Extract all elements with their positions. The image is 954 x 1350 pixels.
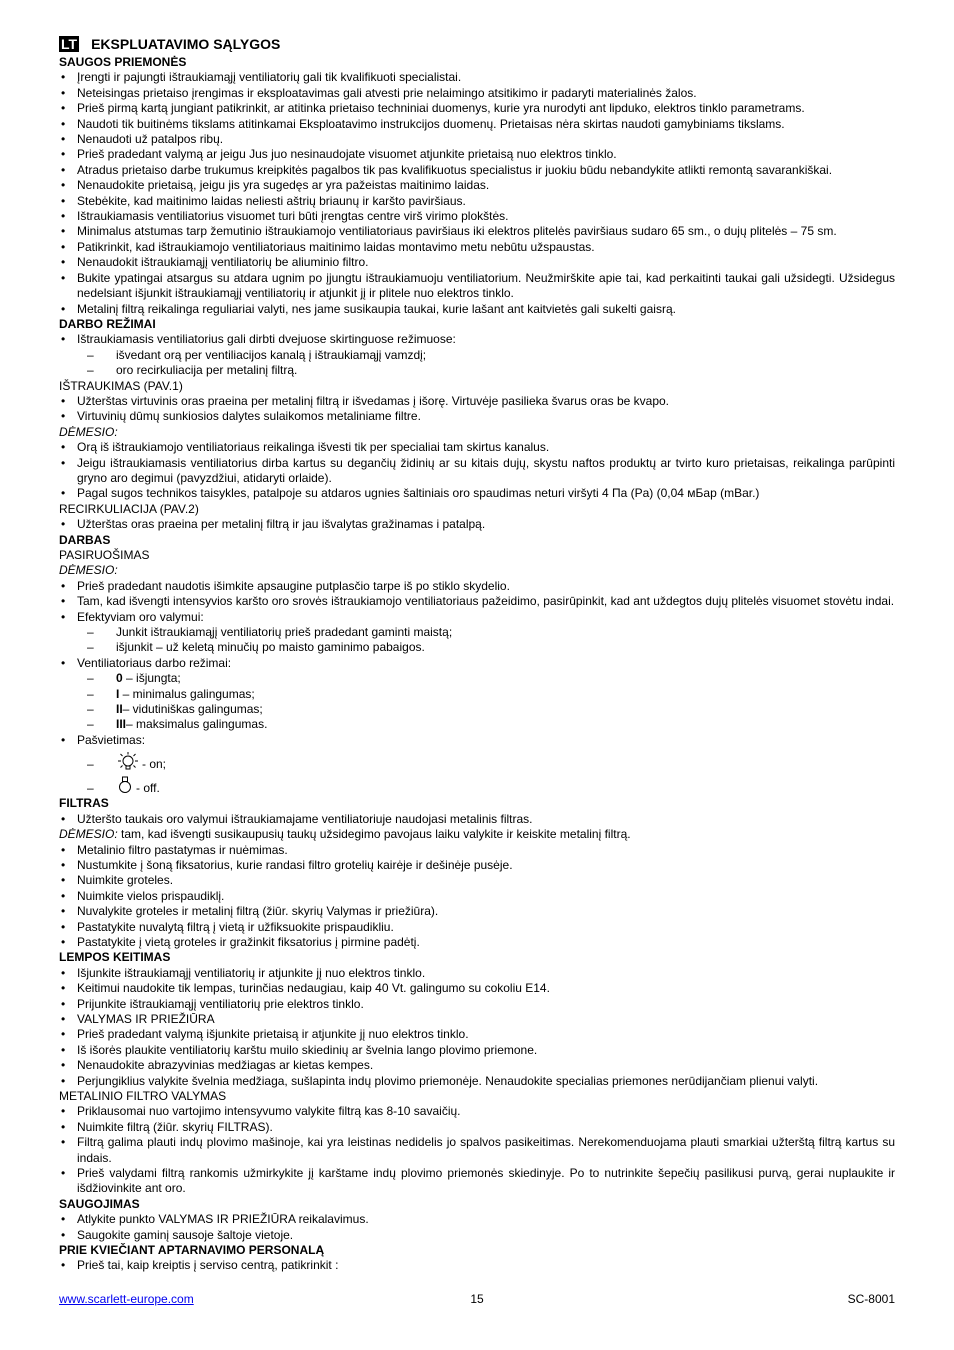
bulb-off-icon (116, 776, 134, 796)
service-heading: PRIE KVIEČIANT APTARNAVIMO PERSONALĄ (59, 1243, 325, 1258)
storage-heading: SAUGOJIMAS (59, 1196, 140, 1211)
sub-item: – Junkit ištraukiamąjį ventiliatorių prieš pradedant gaminti maistą; (59, 625, 895, 640)
modes-heading: DARBO REŽIMAI (59, 316, 156, 331)
fan-modes-list (59, 656, 895, 671)
speed-code: II (116, 702, 123, 717)
website-link[interactable]: www.scarlett-europe.com (59, 1292, 194, 1306)
list-item: • Pastatykite nuvalytą filtrą į vietą ir užfiksuokite prispaudikliu. (59, 920, 895, 935)
speed-text: – išjungta; (122, 671, 181, 686)
list-item: • Ištraukiamasis ventiliatorius gali dirbti dvejuose skirtinguose režimuose: (59, 332, 895, 347)
list-item: • Priklausomai nuo vartojimo intensyvumo valykite filtrą kas 8-10 savaičių. (59, 1104, 895, 1119)
speed-mode-item (59, 717, 895, 732)
list-item: • Išjunkite ištraukiamąjį ventiliatorių ir atjunkite jį nuo elektros tinklo. (59, 966, 895, 981)
metal-filter-heading: METALINIO FILTRO VALYMAS (59, 1089, 227, 1103)
sub-item: – išjunkit – už keletą minučių po maisto gaminimo pabaigos. (59, 640, 895, 655)
speed-code: 0 (116, 671, 123, 686)
effective-sub-list (59, 625, 895, 656)
list-item: • Nustumkite į šoną fiksatorius, kurie randasi filtro grotelių kairėje ir dešinėje pusėje. (59, 858, 895, 873)
modes-list (59, 332, 895, 347)
speed-mode-item (59, 671, 895, 686)
list-item: • Perjungiklius valykite švelnia medžiaga, sušlapinta indų plovimo priemonėje. Nenaudokite specialias priemones nerūdijančiam plienui valyti. (59, 1074, 895, 1089)
speed-mode-item (59, 702, 895, 717)
list-item: • Atlykite punkto VALYMAS IR PRIEŽIŪRA reikalavimus. (59, 1212, 895, 1227)
language-badge: LT (61, 36, 78, 52)
page-number: 15 (470, 1292, 484, 1306)
extraction-list (59, 394, 895, 425)
list-item: • Nuimkite vielos prispaudiklį. (59, 889, 895, 904)
service-list (59, 1258, 895, 1273)
title-row (59, 36, 895, 52)
filter-list (59, 843, 895, 951)
list-item: • Saugokite gaminį sausoje šaltoje vietoje. (59, 1228, 895, 1243)
document-page (59, 36, 895, 1274)
recirculation-heading: RECIRKULIACIJA (PAV.2) (59, 501, 199, 516)
list-item: • Užterštas oras praeina per metalinį filtrą ir jau išvalytas gražinamas i patalpą. (59, 517, 895, 532)
extraction-heading: IŠTRAUKIMAS (PAV.1) (59, 378, 183, 393)
modes-sub-list (59, 348, 895, 379)
list-item: • Prieš pirmą kartą jungiant patikrinkit, ar atitinka prietaiso techniniai duomenys, kurie yra nurodyti ant lipduko, elektros tinklo parametrams. (59, 101, 895, 116)
metal-filter-list (59, 1104, 895, 1196)
attention-label: DĖMESIO: (59, 563, 118, 578)
list-item: • Bukite ypatingai atsargus su atdara ugnim po įjungtu ištraukiamuoju ventiliatorium. Neužmirškite apie tai, kad perkaitinti taukai gali užsidegti. Užsidegus nedelsiant išjunkit ištraukiamąjį ventiliatorių ir atjunkit jį ir plitele nuo elektros tinklo. (59, 271, 895, 302)
storage-list (59, 1212, 895, 1243)
list-item: • Nenaudoti už patalpos ribų. (59, 132, 895, 147)
bulb-on-icon (116, 752, 140, 772)
list-item: • Prieš pradedant naudotis išimkite apsaugine putplasčio tarpe iš po stiklo skydelio. (59, 579, 895, 594)
list-item: • Prieš tai, kaip kreiptis į serviso centrą, patikrinkit : (59, 1258, 895, 1273)
list-item: • Naudoti tik buitinėms tikslams atitinkamai Eksploatavimo instrukcijos duomenų. Prietaisas nėra skirtas naudoti gamybiniams tikslams. (59, 117, 895, 132)
list-item: • Iš išorės plaukite ventiliatorių karštu muilo skiedinių ar švelnia lango plovimo priemone. (59, 1043, 895, 1058)
list-item: • Virtuvinių dūmų sunkiosios dalytes sulaikomos metaliniame filtre. (59, 409, 895, 424)
list-item: • Užteršto taukais oro valymui ištraukiamajame ventiliatoriuje naudojasi metalinis filtras. (59, 812, 895, 827)
attention-text: tam, kad išvengti susikaupusių taukų užsidegimo pavojaus laiku valykite ir keiskite metalinį filtrą. (117, 827, 631, 842)
speed-text: – maksimalus galingumas. (126, 717, 268, 732)
list-item: • Pagal sugos technikos taisykles, patalpoje su atdaros ugnies šaltiniais oro spaudimas neturi viršyti 4 Па (Pa) (0,04 мБар (mBar.) (59, 486, 895, 501)
page-title: EKSPLUATAVIMO SĄLYGOS (91, 36, 281, 52)
list-item: • Orą iš ištraukiamojo ventiliatoriaus reikalinga išvesti tik per specialiai tam skirtus kanalus. (59, 440, 895, 455)
lamp-heading: LEMPOS KEITIMAS (59, 950, 171, 965)
preparation-list (59, 579, 895, 625)
attention-label: DĖMESIO: (59, 424, 118, 439)
speed-code: III (116, 717, 127, 732)
list-item: • Nenaudokite prietaisą, jeigu jis yra sugedęs ar yra pažeistas maitinimo laidas. (59, 178, 895, 193)
safety-heading: SAUGOS PRIEMONĖS (59, 55, 187, 69)
lamp-list (59, 966, 895, 1089)
preparation-heading: PASIRUOŠIMAS (59, 548, 150, 562)
list-item: • Keitimui naudokite tik lempas, turinčias nedaugiau, kaip 40 Vt. galingumo su cokoliu E14. (59, 981, 895, 996)
model-number: SC-8001 (847, 1292, 895, 1306)
speed-text: – minimalus galingumas; (119, 686, 255, 701)
operation-heading: DARBAS (59, 532, 111, 547)
recirculation-list (59, 517, 895, 532)
sub-item: – oro recirkuliacija per metalinį filtrą. (59, 363, 895, 378)
list-item: • Užterštas virtuvinis oras praeina per metalinį filtrą ir išvedamas į išorę. Virtuvėje pasilieka švarus oras be kvapo. (59, 394, 895, 409)
list-item: • Tam, kad išvengti intensyvios karšto oro srovės ištraukiamojo ventiliatoriaus pažeidimo, pasirūpinkit, kad ant uždegtos dujų plitelės visuomet stovėtu indai. (59, 594, 895, 609)
list-item: • Metalinį filtrą reikalinga reguliariai valyti, nes jame susikaupia taukai, kurie lašant ant kaitvietės gali sukelti gaisrą. (59, 302, 895, 317)
dash: – (87, 780, 94, 795)
list-item: • Stebėkite, kad maitinimo laidas neliesti aštrių briaunų ir karšto paviršiaus. (59, 194, 895, 209)
list-item: • Prijunkite ištraukiamąjį ventiliatorių prie elektros tinklo. (59, 997, 895, 1012)
list-item: • Atradus prietaiso darbe trukumus kreipkitės pagalbos tik pas kvalifikuotus specialistus ir juokiu būdu nebandykite atlikti remontą savarankiškai. (59, 163, 895, 178)
light-off-row (59, 772, 895, 796)
lighting-list (59, 733, 895, 748)
safety-list (59, 70, 895, 317)
speed-text: – vidutiniškas galingumas; (122, 702, 263, 717)
list-item: • Prieš valydami filtrą rankomis užmirkykite jį karštame indų plovimo priemonės skiedinyje. Po to nutrinkite šepečių pasilikusi purvą, gerai nuplaukite ir išdžiovinkite ant oro. (59, 1166, 895, 1197)
sub-item: – išvedant orą per ventiliacijos kanalą į ištraukiamąjį vamzdį; (59, 348, 895, 363)
list-item: • Ventiliatoriaus darbo režimai: (59, 656, 895, 671)
list-item: • Neteisingas prietaiso įrengimas ir eksploatavimas gali atvesti prie nelaimingo atsitikimo ir padaryti materialinės žalos. (59, 86, 895, 101)
list-item: • Įrengti ir pajungti ištraukiamąjį ventiliatorių gali tik kvalifikuoti specialistai. (59, 70, 895, 85)
list-item: • Efektyviam oro valymui: (59, 610, 895, 625)
light-off-label: - off. (136, 780, 160, 795)
list-item: • Nenaudokit ištraukiamąjį ventiliatorių be aliuminio filtro. (59, 255, 895, 270)
list-item: • Nenaudokite abrazyvinias medžiagas ar kietas kempes. (59, 1058, 895, 1073)
light-on-label: - on; (142, 756, 167, 771)
filter-intro-list (59, 812, 895, 827)
attention-label: DĖMESIO: (59, 827, 118, 842)
list-item: • Patikrinkit, kad ištraukiamojo ventiliatoriaus maitinimo laidas montavimo metu nebūtu užspaustas. (59, 240, 895, 255)
list-item: • Metalinio filtro pastatymas ir nuėmimas. (59, 843, 895, 858)
list-item: • Nuimkite groteles. (59, 873, 895, 888)
list-item: • Minimalus atstumas tarp žemutinio ištraukiamojo ventiliatoriaus paviršiaus iki elektros plitelės paviršiaus sudaro 65 sm., o dujų plitelės – 75 sm. (59, 224, 895, 239)
speed-mode-list (59, 671, 895, 733)
list-item: • Nuimkite filtrą (žiūr. skyrių FILTRAS). (59, 1120, 895, 1135)
list-item: • Filtrą galima plauti indų plovimo mašinoje, kai yra leistinas nedidelis jo spalvos pasikeitimas. Nerekomenduojama plauti smarkiai užterštą filtrą kartus su indais. (59, 1135, 895, 1166)
list-item: • Prieš pradedant valymą ar jeigu Jus juo nesinaudojate visuomet atjunkite prietaisą nuo elektros tinklo. (59, 147, 895, 162)
list-item: • VALYMAS IR PRIEŽIŪRA (59, 1012, 895, 1027)
filter-attention (59, 827, 895, 842)
speed-mode-item (59, 687, 895, 702)
light-on-row (59, 748, 895, 772)
list-item: • Pastatykite į vietą groteles ir gražinkit fiksatorius į pirmine padėtį. (59, 935, 895, 950)
attention-list (59, 440, 895, 502)
list-item: • Nuvalykite groteles ir metalinį filtrą (žiūr. skyrių Valymas ir priežiūra). (59, 904, 895, 919)
list-item: • Jeigu ištraukiamasis ventiliatorius dirba kartus su degančių židinių ar su kitais dujų, skystu naftos produktų ar tvirto kuro prietaisas, reikalinga parūpinti gryno aro degimui (pavyzdžiui, atidaryti orlaide). (59, 456, 895, 487)
filter-heading: FILTRAS (59, 796, 109, 811)
list-item: • Pašvietimas: (59, 733, 895, 748)
dash: – (87, 756, 94, 771)
speed-code: I (116, 686, 120, 701)
list-item: • Prieš pradedant valymą išjunkite prietaisą ir atjunkite jį nuo elektros tinklo. (59, 1027, 895, 1042)
list-item: • Ištraukiamasis ventiliatorius visuomet turi būti įrengtas centre virš virimo plokštės. (59, 209, 895, 224)
